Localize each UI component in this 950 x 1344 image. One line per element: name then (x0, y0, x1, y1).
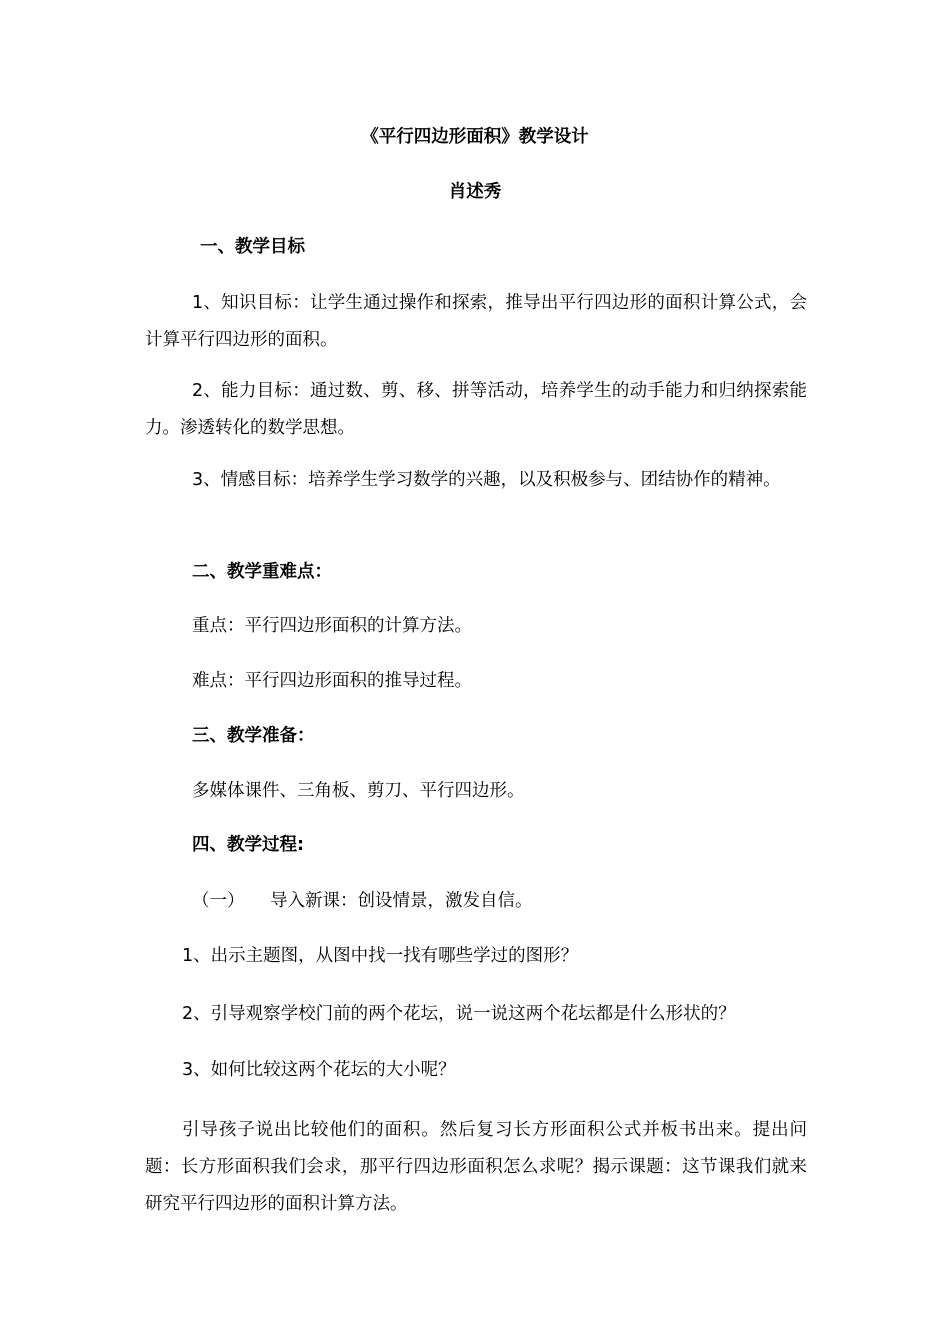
section-heading-preparation: 三、教学准备： (192, 726, 315, 746)
teaching-materials: 多媒体课件、三角板、剪刀、平行四边形。 (192, 781, 525, 801)
process-step-2: 2、引导观察学校门前的两个花坛，说一说这两个花坛都是什么形状的？ (182, 1004, 736, 1024)
process-step-3: 3、如何比较这两个花坛的大小呢？ (182, 1060, 456, 1080)
objective-knowledge: 1、知识目标：让学生通过操作和探索，推导出平行四边形的面积计算公式，会计算平行四边形的面积。 (145, 293, 807, 350)
closing-paragraph: 引导孩子说出比较他们的面积。然后复习长方形面积公式并板书出来。提出问题：长方形面积我们会求，那平行四边形面积怎么求呢？揭示课题：这节课我们就来研究平行四边形的面积计算方法。 (145, 1120, 807, 1214)
objective-ability: 2、能力目标：通过数、剪、移、拼等活动，培养学生的动手能力和归纳探索能力。渗透转化的数学思想。 (145, 381, 807, 438)
section-heading-objectives: 一、教学目标 (200, 237, 305, 257)
document-author: 肖述秀 (448, 182, 502, 202)
process-step-1: 1、出示主题图，从图中找一找有哪些学过的图形？ (182, 946, 579, 966)
step1-number: （一） (192, 891, 245, 911)
step1-text: 导入新课：创设情景，激发自信。 (270, 891, 533, 911)
document-title: 《平行四边形面积》教学设计 (361, 127, 589, 147)
section-heading-process: 四、教学过程: (192, 835, 304, 855)
key-point: 重点：平行四边形面积的计算方法。 (192, 616, 472, 636)
objective-emotion: 3、情感目标：培养学生学习数学的兴趣，以及积极参与、团结协作的精神。 (192, 470, 781, 490)
difficult-point: 难点：平行四边形面积的推导过程。 (192, 671, 472, 691)
section-heading-key-points: 二、教学重难点： (192, 562, 332, 582)
